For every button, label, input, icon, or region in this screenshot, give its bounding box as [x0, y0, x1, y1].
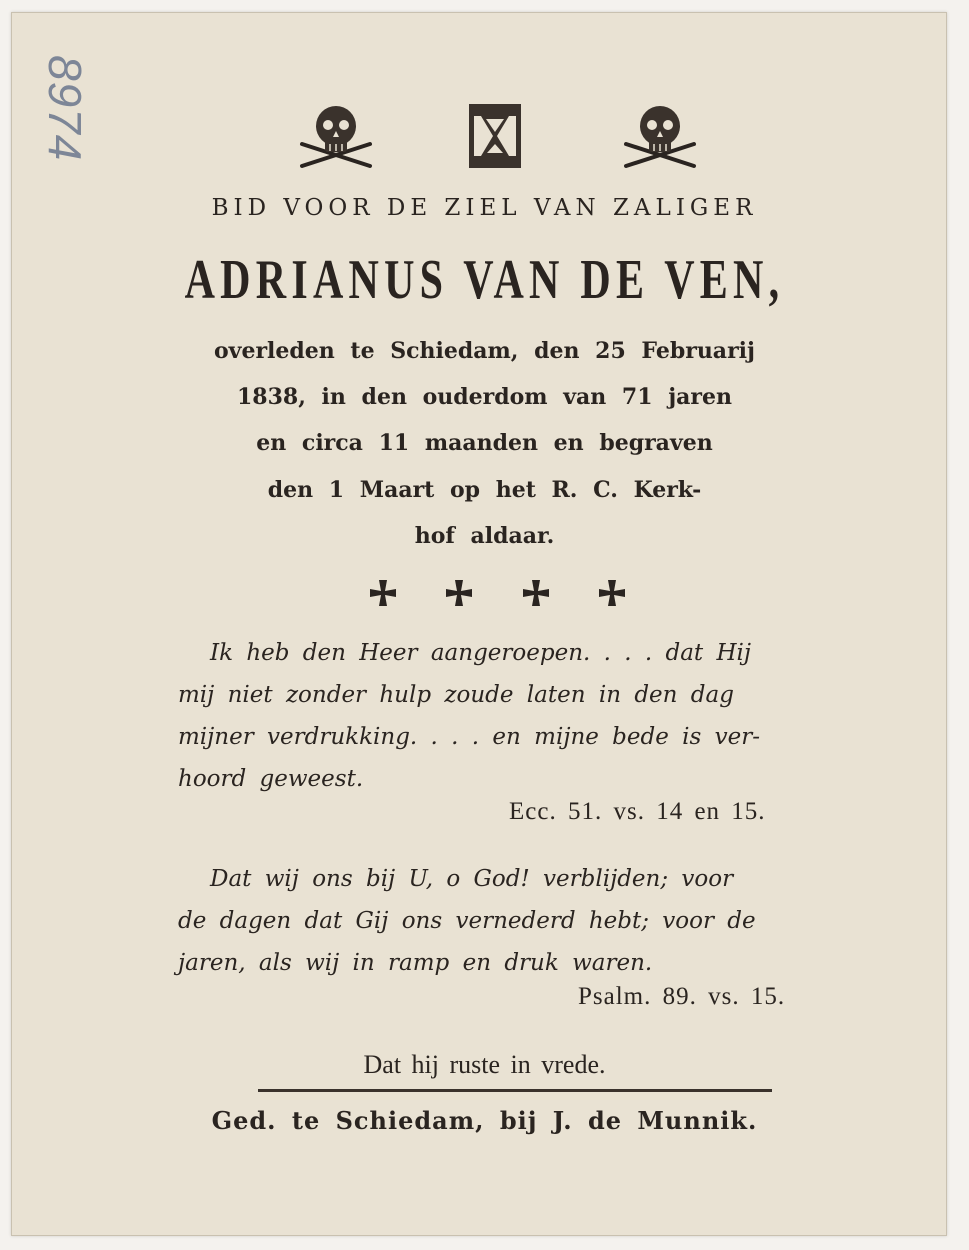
verse-reference: Ecc. 51. vs. 14 en 15.	[509, 798, 766, 825]
cross-icon	[595, 578, 629, 612]
prayer-heading: BID VOOR DE ZIEL VAN ZALIGER	[211, 195, 758, 221]
cross-icon	[366, 578, 400, 612]
verse-reference: Psalm. 89. vs. 15.	[578, 983, 786, 1010]
closing-blessing: Dat hij ruste in vrede.	[363, 1050, 606, 1079]
death-notice-line: hof aldaar.	[414, 523, 555, 549]
cross-row	[0, 578, 969, 618]
skull-and-crossbones-icon	[620, 100, 700, 172]
divider	[258, 1089, 772, 1092]
verse-line: de dagen dat Gij ons vernederd hebt; voor de	[178, 908, 756, 934]
death-notice-line: overleden te Schiedam, den 25 Februarij	[214, 338, 755, 364]
verse-line: jaren, als wij in ramp en druk waren.	[178, 950, 653, 976]
cross-icon	[442, 578, 476, 612]
death-notice-line: 1838, in den ouderdom van 71 jaren	[237, 384, 732, 410]
verse-line: Ik heb den Heer aangeroepen. . . . dat Hij	[210, 640, 752, 666]
printer-imprint: Ged. te Schiedam, bij J. de Munnik.	[211, 1106, 758, 1135]
verse-line: hoord geweest.	[178, 766, 364, 792]
skull-and-crossbones-icon	[296, 100, 376, 172]
cross-icon	[519, 578, 553, 612]
deceased-name: ADRIANUS VAN DE VEN,	[184, 249, 785, 311]
death-notice-line: den 1 Maart op het R. C. Kerk-	[267, 477, 702, 503]
verse-line: mij niet zonder hulp zoude laten in den dag	[178, 682, 734, 708]
verse-line: mijner verdrukking. . . . en mijne bede is ver-	[178, 724, 761, 750]
hourglass-icon	[467, 104, 523, 168]
verse-line: Dat wij ons bij U, o God! verblijden; voor	[210, 866, 734, 892]
death-notice-line: en circa 11 maanden en begraven	[256, 430, 713, 456]
archive-number: 8974	[39, 55, 91, 162]
ornament-row	[0, 100, 969, 175]
